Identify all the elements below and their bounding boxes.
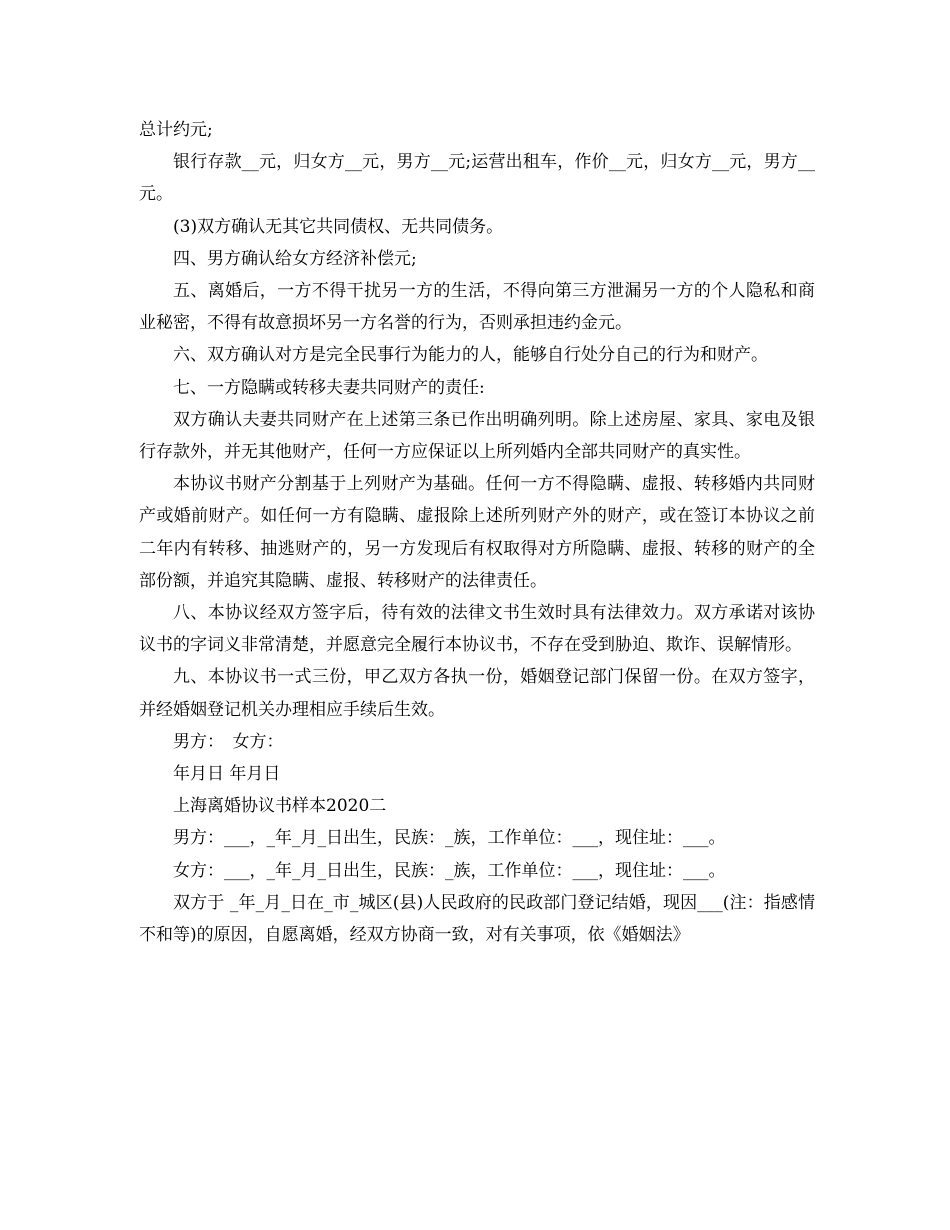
paragraph-male-party: 男方：___，_年_月_日出生，民族：_族，工作单位：___，现住址：___。	[173, 828, 726, 849]
paragraph-dates: 年月日 年月日	[173, 764, 281, 785]
paragraph-female-party: 女方：___，_年_月_日出生，民族：_族，工作单位：___，现住址：___。	[173, 860, 726, 881]
paragraph-clause-9: 九、本协议书一式三份，甲乙双方各执一份，婚姻登记部门保留一份。在双方签字，并经婚姻登记机关办理相应手续后生效。	[139, 667, 815, 720]
paragraph-property-confirmation: 双方确认夫妻共同财产在上述第三条已作出明确列明。除上述房屋、家具、家电及银行存款外，并无其他财产，任何一方应保证以上所列婚内全部共同财产的真实性。	[139, 409, 815, 463]
paragraph-signatures: 男方： 女方：	[173, 731, 284, 752]
paragraph-marriage-registration: 双方于 _年_月_日在_市_城区(县)人民政府的民政部门登记结婚，现因___(注：指感情不和等)的原因，自愿离婚，经双方协商一致，对有关事项，依《婚姻法》	[139, 892, 815, 946]
document-body	[139, 114, 815, 951]
paragraph-total: 总计约元;	[139, 120, 213, 140]
paragraph-clause-6: 六、双方确认对方是完全民事行为能力的人，能够自行处分自己的行为和财产。	[173, 345, 768, 366]
paragraph-clause-4: 四、男方确认给女方经济补偿元;	[173, 248, 417, 269]
paragraph-property-division: 本协议书财产分割基于上列财产为基础。任何一方不得隐瞒、虚报、转移婚内共同财产或婚前财产。如任何一方有隐瞒、虚报除上述所列财产外的财产，或在签订本协议之前二年内有转移、抽逃财产的，另一方发现后有权取得对方所隐瞒、虚报、转移的财产的全部份额，并追究其隐瞒、虚报、转移财产的法律责任。	[139, 474, 815, 591]
paragraph-no-debts: (3)双方确认无其它共同债权、无共同债务。	[173, 216, 504, 237]
paragraph-sample-title: 上海离婚协议书样本2020二	[173, 796, 387, 817]
paragraph-clause-5: 五、离婚后，一方不得干扰另一方的生活，不得向第三方泄漏另一方的个人隐私和商业秘密，不得有故意损坏另一方名誉的行为，否则承担违约金元。	[139, 281, 815, 334]
paragraph-bank-deposit: 银行存款__元，归女方__元，男方__元;运营出租车，作价__元，归女方__元，男方__元。	[139, 152, 815, 205]
paragraph-clause-7-heading: 七、一方隐瞒或转移夫妻共同财产的责任:	[173, 377, 485, 398]
paragraph-clause-8: 八、本协议经双方签字后，待有效的法律文书生效时具有法律效力。双方承诺对该协议书的字词义非常清楚，并愿意完全履行本协议书，不存在受到胁迫、欺诈、误解情形。	[139, 603, 815, 656]
